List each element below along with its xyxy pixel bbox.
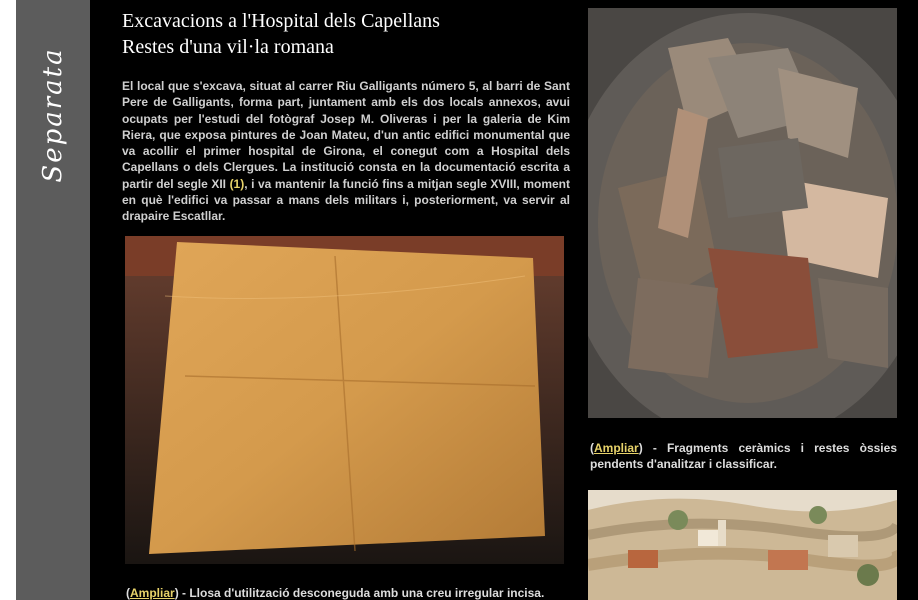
paragraph-text-b: , i va mantenir la funció fins a mitjan segle XVIII, moment en què l'edifici va passar a mans dels militars i, posteriorment, va servir al drapaire Escatllar. — [122, 176, 570, 224]
right-column — [588, 0, 918, 600]
article-paragraph — [122, 78, 570, 225]
ceramics-ampliar-link[interactable]: Ampliar — [594, 441, 639, 455]
slab-caption-open: ( — [126, 586, 130, 600]
slab-caption — [126, 586, 576, 600]
map-illustration-photo[interactable] — [588, 490, 897, 600]
ceramics-caption-open: ( — [590, 441, 594, 455]
ceramics-photo[interactable] — [588, 8, 897, 418]
slab-ampliar-link[interactable]: Ampliar — [130, 586, 175, 600]
ceramics-caption — [590, 440, 897, 472]
sidebar — [16, 0, 90, 600]
footnote-ref-link[interactable]: (1) — [229, 176, 245, 191]
ceramics-caption-text: ) - Fragments ceràmics i restes òssies pendents d'analitzar i classificar. — [590, 441, 897, 471]
sidebar-brand-logo[interactable]: Separata — [38, 47, 68, 183]
slab-caption-text: ) - Llosa d'utilització desconeguda amb una creu irregular incisa. — [174, 586, 545, 600]
main-column — [90, 0, 588, 600]
left-edge — [0, 0, 16, 600]
page-title — [122, 8, 582, 60]
paragraph-text-a: El local que s'excava, situat al carrer Riu Galligants número 5, al barri de Sant Pere de Galligants, forma part, juntament amb els dos locals annexos, avui ocupats per l'estudi del fotògraf Josep M. Oliveras i per la galeria de Kim Riera, que exposa pintures de Joan Mateu, d'un antic edifici monumental que va acollir el primer hospital de Girona, el conegut com a Hospital dels Capellans o dels Clergues. La institució consta en la documentació escrita a partir del segle XII — [122, 79, 570, 191]
page-title-line2: Restes d'una vil·la romana — [122, 36, 334, 58]
slab-photo[interactable] — [125, 236, 564, 564]
page-title-line1: Excavacions a l'Hospital dels Capellans — [122, 10, 440, 32]
